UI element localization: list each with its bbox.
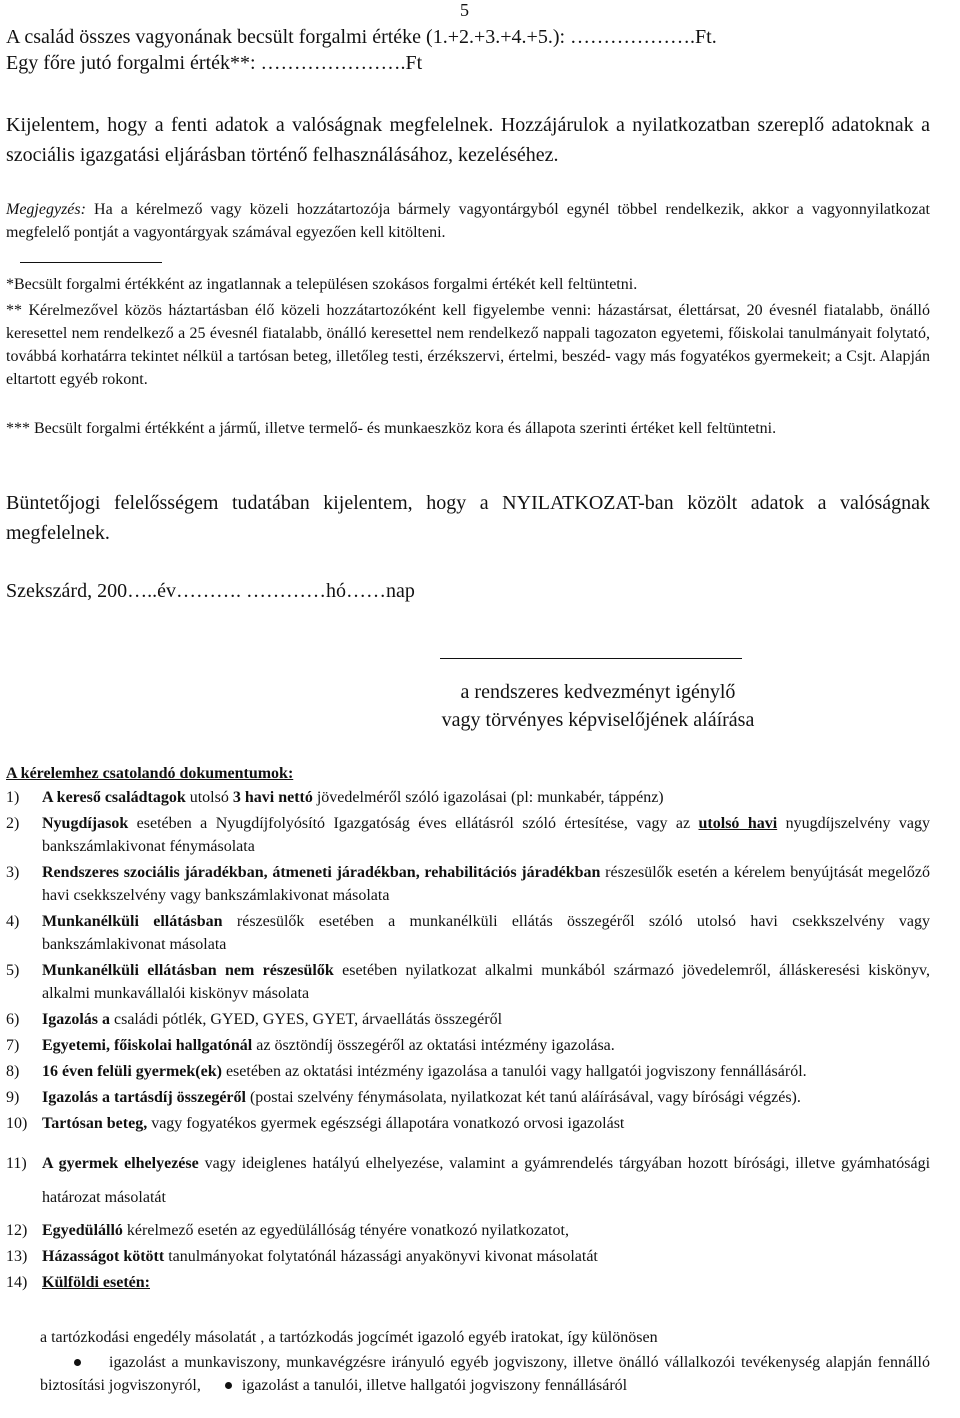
attachments-list xyxy=(6,786,930,1297)
footnote-2: ** Kérelmezővel közös háztartásban élő közeli hozzátartozóként kell figyelembe venni: házastársat, élettársat, 20 évesnél fiatalabb, önálló keresettel nem rendelkező a 25 évesnél fiatalabb, önálló keresettel nem rendelkező nappali tagozaton egyetemi, főiskolai tanulmányait folytató, továbbá korhatárra tekintet nélkül a tartósan beteg, illetőleg testi, érzékszervi, értelmi, beszéd- vagy más fogyatékos gyermekeit; a Csjt. Alapján eltartott egyéb rokont. xyxy=(6,302,930,388)
list-item: 4) Munkanélküli ellátásban részesülők esetében a munkanélküli ellátás összegéről szóló utolsó havi csekkszelvény vagy bankszámlakivonat másolata xyxy=(6,913,930,953)
footnote-3: *** Becsült forgalmi értékként a jármű, illetve termelő- és munkaeszköz kora és állapota szerinti értéket kell feltüntetni. xyxy=(6,420,777,437)
note-label: Megjegyzés: xyxy=(6,201,86,218)
list-item: 14) Külföldi esetén: xyxy=(6,1274,150,1291)
note-text: Ha a kérelmező vagy közeli hozzátartozója bármely vagyontárgyból egynél többel rendelkezik, akkor a vagyonnyilatkozat megfelelő pontját a vagyontárgyak számával egyezően kell kitölteni. xyxy=(6,201,930,241)
list-item: 13) Házasságot kötött tanulmányokat folytatónál házassági anyakönyvi kivonat másolatát xyxy=(6,1248,598,1265)
list-item: 5) Munkanélküli ellátásban nem részesülők esetében nyilatkozat alkalmi munkából származó jövedelemről, álláskeresési kiskönyv, alkalmi munkavállalói kiskönyv másolata xyxy=(6,962,931,1002)
per-capita-line: Egy főre jutó forgalmi érték**: ………………….Ft xyxy=(6,52,423,74)
list-item: 6) Igazolás a családi pótlék, GYED, GYES, GYET, árvaellátás összegéről xyxy=(6,1011,503,1028)
list-item: 2) Nyugdíjasok esetében a Nyugdíjfolyósító Igazgatóság éves ellátásról szóló értesítése, vagy az utolsó havi nyugdíjszelvény vagy bankszámlakivonat fénymásolata xyxy=(6,815,931,855)
list-item: 10) Tartósan beteg, vagy fogyatékos gyermek egészségi állapotára vonatkozó orvosi igazolást xyxy=(6,1115,625,1132)
list-item: 9) Igazolás a tartásdíj összegéről (postai szelvény fénymásolata, nyilatkozat két tanú aláírásával, vagy bírósági végzés). xyxy=(6,1089,801,1106)
list-item: 11) A gyermek elhelyezése vagy ideiglenes hatályú elhelyezése, valamint a gyámrendelés tárgyában hozott bírósági, illetve gyámhatósági határozat másolatát xyxy=(6,1155,931,1206)
total-value-line: A család összes vagyonának becsült forgalmi értéke (1.+2.+3.+4.+5.): ……………….Ft. xyxy=(6,26,717,48)
list-item: 7) Egyetemi, főiskolai hallgatónál az ösztöndíj összegéről az oktatási intézmény igazolása. xyxy=(6,1037,615,1054)
signature-caption-2: vagy törvényes képviselőjének aláírása xyxy=(441,709,755,731)
foreign-bullet-1: igazolást a munkaviszony, munkavégzésre irányuló egyéb jogviszony, illetve önálló vállalkozói tevékenység alapján fennálló biztosítási jogviszonyról, xyxy=(40,1354,930,1394)
list-item: 12) Egyedülálló kérelmező esetén az egyedülállóság tényére vonatkozó nyilatkozatot, xyxy=(6,1222,569,1239)
place-date: Szekszárd, 200…..év………. …………hó……nap xyxy=(6,580,415,602)
attachments-heading: A kérelemhez csatolandó dokumentumok: xyxy=(6,765,294,782)
foreign-bullets xyxy=(40,1351,930,1397)
bullet-icon xyxy=(74,1359,81,1366)
note-paragraph xyxy=(6,198,930,244)
foreign-bullet-2: igazolást a tanulói, illetve hallgatói jogviszony fennállásáról xyxy=(241,1377,628,1394)
declaration-paragraph: Kijelentem, hogy a fenti adatok a valóságnak megfelelnek. Hozzájárulok a nyilatkozatban szereplő adatoknak a szociális igazgatási eljárásban történő felhasználásához, kezeléséhez. xyxy=(6,114,930,166)
list-item: 8) 16 éven felüli gyermek(ek) esetében az oktatási intézmény igazolása a tanulói vagy hallgatói jogviszony fennállásáról. xyxy=(6,1063,807,1080)
footnote-divider xyxy=(20,262,162,263)
signature-caption-1: a rendszeres kedvezményt igénylő xyxy=(460,681,736,703)
list-item: 1) A kereső családtagok utolsó 3 havi nettó jövedelméről szóló igazolásai (pl: munkabér, táppénz) xyxy=(6,789,664,806)
footnote-1: *Becsült forgalmi értékként az ingatlannak a településen szokásos forgalmi értékét kell feltüntetni. xyxy=(6,276,638,293)
signature-line xyxy=(440,658,742,659)
foreign-intro: a tartózkodási engedély másolatát , a tartózkodás jogcímét igazoló egyéb iratokat, így különösen xyxy=(40,1329,658,1346)
page-number: 5 xyxy=(460,0,469,20)
criminal-statement: Büntetőjogi felelősségem tudatában kijelentem, hogy a NYILATKOZAT-ban közölt adatok a valóságnak megfelelnek. xyxy=(6,492,930,544)
list-item: 3) Rendszeres szociális járadékban, átmeneti járadékban, rehabilitációs járadékban részesülők esetén a kérelem benyújtását megelőző havi csekkszelvény vagy bankszámlakivonat másolata xyxy=(6,864,930,904)
bullet-icon xyxy=(225,1382,232,1389)
